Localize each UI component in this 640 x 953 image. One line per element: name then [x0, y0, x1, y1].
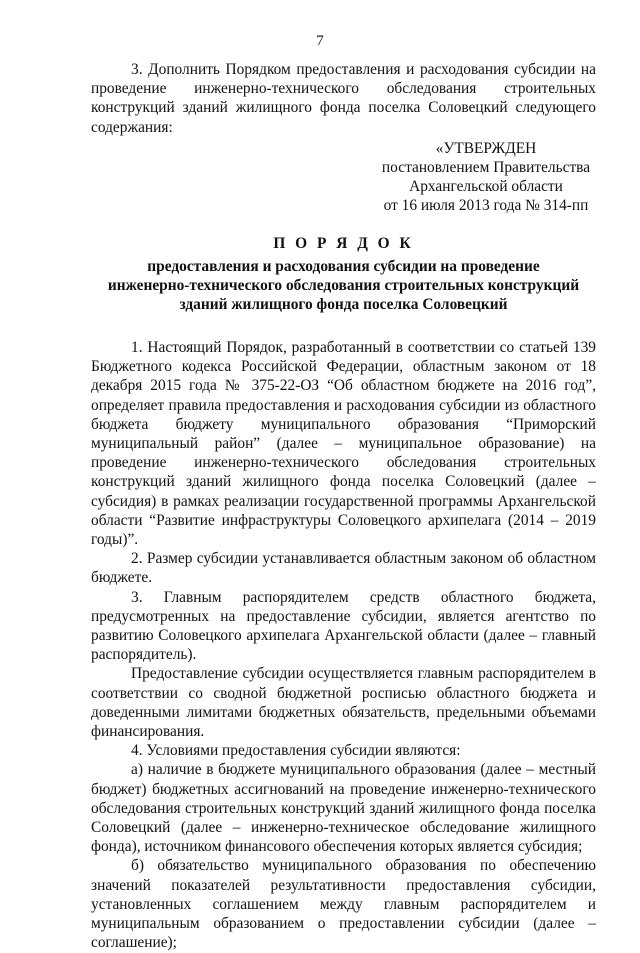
- title-heading: П О Р Я Д О К: [273, 235, 414, 252]
- paragraph-5: 4. Условиями предоставления субсидии являются:: [131, 742, 461, 760]
- stamp-line-2: постановлением Правительства: [381, 159, 591, 176]
- intro-section: [91, 60, 596, 137]
- page-number: 7: [316, 33, 324, 49]
- title-line-3: зданий жилищного фонда поселка Соловецкий: [179, 296, 508, 314]
- stamp-line-1: «УТВЕРЖДЕН: [435, 140, 537, 157]
- paragraph-7: б) обязательство муниципального образования по обеспечению значений показателей результативности предоставления субсидии, установленных соглашением между главным распорядителем и муниципальным образованием о предоставлении субсидии (далее – соглашение);: [91, 857, 596, 952]
- title-line-2: инженерно-технического обследования строительных конструкций: [107, 277, 580, 295]
- paragraph-6: а) наличие в бюджете муниципального образования (далее – местный бюджет) бюджетных ассигнований на проведение инженерно-технического обследования строительных конструкций зданий жилищного фонда поселка Соловецкий (далее – инженерно-техническое обследование жилищного фонда), источником финансового обеспечения которых является субсидия;: [91, 761, 596, 856]
- title-subtitle: [91, 257, 596, 314]
- stamp-line-4: от 16 июля 2013 года № 314-пп: [383, 197, 589, 214]
- main-text: [91, 338, 596, 953]
- document-title: [91, 234, 596, 314]
- intro-paragraph: 3. Дополнить Порядком предоставления и расходования субсидии на проведение инженерно-технического обследования строительных конструкций зданий жилищного фонда поселка Соловецкий следующего содержания:: [91, 61, 596, 136]
- stamp-line-3: Архангельской области: [409, 178, 563, 195]
- paragraph-1: 1. Настоящий Порядок, разработанный в соответствии со статьей 139 Бюджетного кодекса Российской Федерации, областным законом от 18 декабря 2015 года № 375-22-ОЗ “Об областном бюджете на 2016 год”, определяет правила предоставления и расходования субсидии из областного бюджета бюджету муниципального образования “Приморский муниципальный район” (далее – муниципальное образование) на проведение инженерно-технического обследования строительных конструкций зданий жилищного фонда поселка Соловецкий (далее – субсидия) в рамках реализации государственной программы Архангельской области “Развитие инфраструктуры Соловецкого архипелага (2014 – 2019 годы)”.: [91, 339, 596, 549]
- paragraph-3: 3. Главным распорядителем средств областного бюджета, предусмотренных на предоставление субсидии, является агентство по развитию Соловецкого архипелага Архангельской области (далее – главный распорядитель).: [91, 588, 596, 664]
- paragraph-2: 2. Размер субсидии устанавливается областным законом об областном бюджете.: [91, 550, 596, 587]
- approval-stamp: [366, 139, 606, 215]
- paragraph-4: Предоставление субсидии осуществляется главным распорядителем в соответствии со сводной бюджетной росписью областного бюджета и доведенными лимитами бюджетных обязательств, предельными объемами финансирования.: [91, 665, 596, 741]
- title-line-1: предоставления и расходования субсидии на проведение: [147, 258, 540, 276]
